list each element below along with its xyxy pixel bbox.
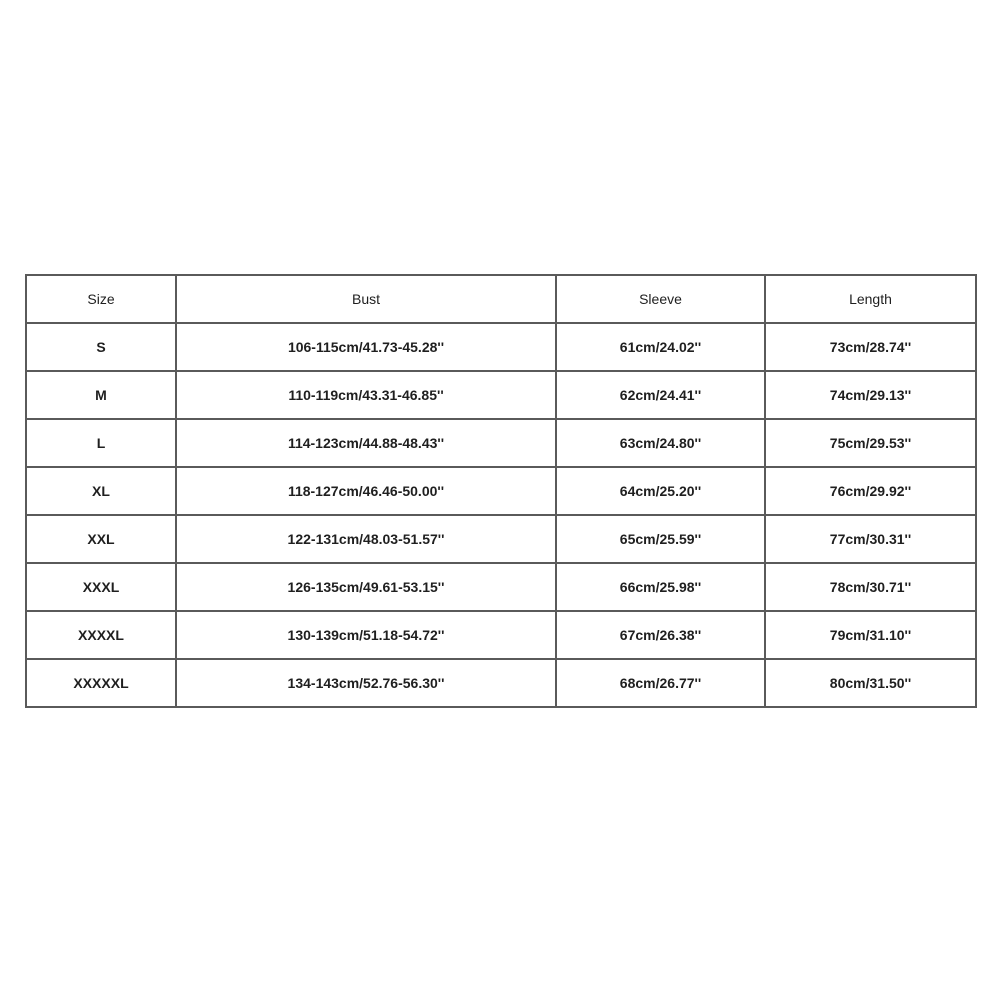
header-length: Length [765,275,976,323]
cell-size: S [26,323,176,371]
cell-bust: 130-139cm/51.18-54.72'' [176,611,556,659]
table-row [26,323,976,371]
cell-bust: 110-119cm/43.31-46.85'' [176,371,556,419]
cell-size: M [26,371,176,419]
cell-sleeve: 65cm/25.59'' [556,515,765,563]
cell-size: XXL [26,515,176,563]
table-row [26,563,976,611]
cell-sleeve: 68cm/26.77'' [556,659,765,707]
cell-bust: 134-143cm/52.76-56.30'' [176,659,556,707]
table-row [26,467,976,515]
cell-length: 73cm/28.74'' [765,323,976,371]
cell-sleeve: 63cm/24.80'' [556,419,765,467]
header-bust: Bust [176,275,556,323]
cell-size: L [26,419,176,467]
cell-bust: 106-115cm/41.73-45.28'' [176,323,556,371]
cell-bust: 126-135cm/49.61-53.15'' [176,563,556,611]
cell-sleeve: 67cm/26.38'' [556,611,765,659]
cell-sleeve: 66cm/25.98'' [556,563,765,611]
cell-bust: 118-127cm/46.46-50.00'' [176,467,556,515]
cell-size: XXXXL [26,611,176,659]
cell-size: XL [26,467,176,515]
cell-sleeve: 62cm/24.41'' [556,371,765,419]
table-row [26,419,976,467]
cell-size: XXXL [26,563,176,611]
cell-length: 78cm/30.71'' [765,563,976,611]
cell-size: XXXXXL [26,659,176,707]
size-chart-table [25,274,977,708]
cell-length: 74cm/29.13'' [765,371,976,419]
header-sleeve: Sleeve [556,275,765,323]
cell-length: 80cm/31.50'' [765,659,976,707]
header-size: Size [26,275,176,323]
cell-bust: 122-131cm/48.03-51.57'' [176,515,556,563]
cell-length: 75cm/29.53'' [765,419,976,467]
table-row [26,515,976,563]
table-row [26,611,976,659]
cell-length: 79cm/31.10'' [765,611,976,659]
table-row [26,659,976,707]
cell-length: 76cm/29.92'' [765,467,976,515]
cell-bust: 114-123cm/44.88-48.43'' [176,419,556,467]
table-row [26,371,976,419]
cell-length: 77cm/30.31'' [765,515,976,563]
cell-sleeve: 64cm/25.20'' [556,467,765,515]
table-header-row [26,275,976,323]
cell-sleeve: 61cm/24.02'' [556,323,765,371]
